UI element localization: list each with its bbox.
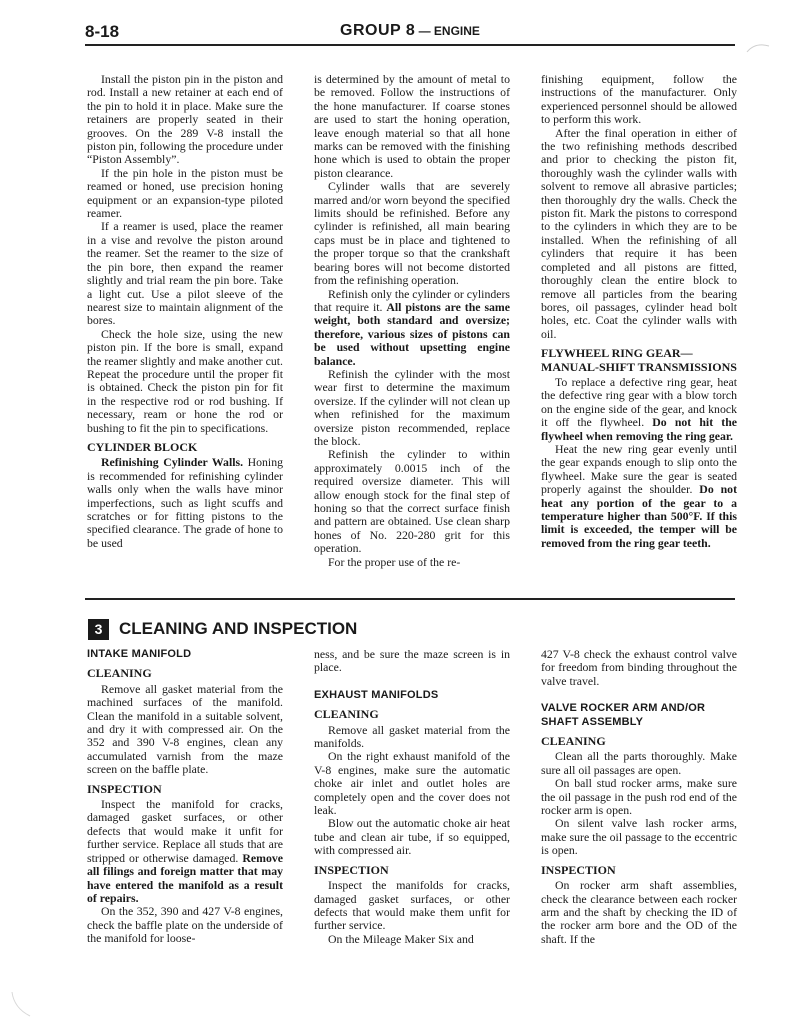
- bold-run: Refinishing Cylinder Walls.: [101, 455, 244, 470]
- heading-intake-manifold: INTAKE MANIFOLD: [87, 648, 192, 660]
- column-4: [87, 648, 283, 946]
- section-number-badge: 3: [88, 619, 109, 640]
- subheading-cleaning: CLEANING: [87, 666, 152, 681]
- paragraph: Inspect the manifolds for cracks, damaged gasket surfaces, or other defects that would make them unfit for further service.: [314, 878, 510, 933]
- paragraph: Clean all the parts thoroughly. Make sure all oil passages are open.: [541, 749, 737, 777]
- paragraph: If a reamer is used, place the reamer in a vise and revolve the piston around the reamer. Set the reamer to the size of the pin bore, then expand the reamer slightly and trial ream the pin bore. Take a light cut. Use a pilot sleeve of the nearest size to maintain alignment of the bores.: [87, 219, 283, 328]
- paragraph: On rocker arm shaft assemblies, check the clearance between each rocker arm and the shaft by checking the ID of the rocker arm bore and the OD of the shaft. If the: [541, 878, 737, 946]
- heading-flywheel-ring-gear: FLYWHEEL RING GEAR— MANUAL-SHIFT TRANSMISSIONS: [541, 346, 737, 374]
- section-title: CLEANING AND INSPECTION: [119, 619, 358, 638]
- text-run: Inspect the manifold for cracks, damaged gasket surfaces, or other defects that would make it unfit for further service. Replace all studs that are stripped or otherwise damaged.: [87, 797, 283, 865]
- paragraph: Check the hole size, using the new piston pin. If the bore is small, expand the reamer slightly and make another cut. Repeat the procedure until the proper fit is obtained. Check the piston pin for fit in the respective rod or rod bushing. If necessary, ream or hone the rod or bushing to fit the pin to specifications.: [87, 326, 283, 435]
- paragraph: On the 352, 390 and 427 V-8 engines, check the baffle plate on the underside of the manifold for loose-: [87, 904, 283, 946]
- paragraph: [314, 288, 510, 368]
- paragraph: On silent valve lash rocker arms, make sure the oil passage to the eccentric is open.: [541, 816, 737, 858]
- subheading-inspection: INSPECTION: [314, 862, 389, 877]
- paragraph: Cylinder walls that are severely marred and/or worn beyond the specified limits should be refinished. Before any cylinder is refinished, all main bearing caps must be in place and tightened to the proper torque so that the crankshaft bearing bores will not become distorted from the refinishing operation.: [314, 179, 510, 288]
- bold-run: Do not heat any portion of the gear to a temperature higher than 500°F. If this limit is exceeded, the temper will be removed from the ring gear teeth.: [541, 482, 737, 550]
- section-heading: [88, 616, 357, 642]
- paragraph: Refinish the cylinder with the most wear first to determine the maximum oversize. If the cylinder will not clean up when refinished for the maximum oversize piston recommended, replace the block.: [314, 366, 510, 448]
- paragraph: [87, 798, 283, 905]
- paragraph: On the right exhaust manifold of the V-8 engines, make sure the automatic choke air inlet and outlet holes are completely open and the cover does not leak.: [314, 749, 510, 818]
- paragraph: After the final operation in either of the two refinishing methods described and prior to checking the piston fit, thoroughly wash the cylinder walls with solvent to remove all abrasive particles; then thoroughly dry the walls. Check the piston fit. Mark the pistons to correspond to the cylinders in which they are to be installed. When the refinishing of all cylinders that require it has been completed and all pistons are fitted, thoroughly clean the entire block to remove all particles from the bearing bores, oil passages, cylinder head bolt holes, etc. Coat the cylinder walls with oil.: [541, 125, 737, 341]
- header-rule: [85, 44, 735, 46]
- text-run: Honing is recommended for refinishing cylinder walls only when the walls have minor imperfections, such as light scuffs and scratches or for fitting pistons to the specified clearance. The grade of hone to be used: [87, 455, 283, 550]
- section-label: — ENGINE: [415, 24, 480, 38]
- subheading-inspection: INSPECTION: [87, 781, 162, 796]
- paragraph: Remove all gasket material from the machined surfaces of the manifold. Clean the manifold in a suitable solvent, and dry it with compressed air. On the 352 and 390 V-8 engines, clean any accumulated varnish from the maze screen on the baffle plate.: [87, 681, 283, 777]
- paragraph: Blow out the automatic choke air heat tube and clean air tube, if so equipped, with compressed air.: [314, 816, 510, 858]
- heading-exhaust-manifolds: EXHAUST MANIFOLDS: [314, 688, 439, 701]
- column-5: [314, 648, 510, 946]
- column-6: [541, 648, 737, 946]
- text-run: Refinish only the cylinder or cylinders that require it.: [314, 286, 510, 314]
- heading-cylinder-block: CYLINDER BLOCK: [87, 439, 198, 454]
- group-label: GROUP 8: [340, 22, 416, 39]
- subheading-cleaning: CLEANING: [541, 734, 606, 749]
- paragraph: [541, 376, 737, 443]
- column-3: [541, 73, 737, 550]
- bold-run: Remove all filings and foreign matter that may have entered the manifold as a result of repairs.: [87, 850, 283, 905]
- paragraph: Install the piston pin in the piston and rod. Install a new retainer at each end of the pin to hold it in place. Make sure the retainers are properly seated in their grooves. On the 289 V-8 install the piston pin, following the procedure under “Piston Assembly”.: [87, 72, 283, 167]
- paragraph: For the proper use of the re-: [328, 554, 461, 569]
- corner-mark-bottom: [8, 990, 34, 1020]
- column-2: [314, 73, 510, 569]
- text-run: Heat the new ring gear evenly until the gear expands enough to slip onto the flywheel. Make sure the gear is seated properly against the shoulder.: [541, 441, 737, 497]
- paragraph: If the pin hole in the piston must be reamed or honed, use precision honing equipment or an expansion-type piloted reamer.: [87, 165, 283, 221]
- paragraph: Remove all gasket material from the manifolds.: [314, 722, 510, 751]
- subheading-cleaning: CLEANING: [314, 707, 379, 722]
- paragraph: Refinish the cylinder to within approximately 0.0015 inch of the required oversize diameter. This will allow enough stock for the final step of honing so that the correct surface finish and pattern are obtained. Use clean sharp hones of No. 220-280 grit for this operation.: [314, 447, 510, 556]
- paragraph: is determined by the amount of metal to be removed. Follow the instructions of the hone manufacturer. If coarse stones are used to start the honing operation, leave enough material so that all hone marks can be removed with the finishing hone which is used to obtain the proper piston clearance.: [314, 72, 510, 180]
- subheading-inspection: INSPECTION: [541, 862, 616, 877]
- paragraph: ness, and be sure the maze screen is in place.: [314, 647, 510, 675]
- paragraph: On ball stud rocker arms, make sure the oil passage in the push rod end of the rocker arm is open.: [541, 776, 737, 818]
- column-1: [87, 73, 283, 550]
- paragraph: On the Mileage Maker Six and: [328, 931, 474, 946]
- paragraph: finishing equipment, follow the instructions of the manufacturer. Only experienced personnel should be allowed to perform this work.: [541, 72, 737, 127]
- corner-mark-top: [745, 40, 771, 54]
- bold-run: All pistons are the same weight, both standard and oversize; therefore, various sizes of pistons can be used without upsetting engine balance.: [314, 299, 510, 368]
- heading-valve-rocker-arm: VALVE ROCKER ARM AND/OR SHAFT ASSEMBLY: [541, 702, 706, 728]
- text-run: To replace a defective ring gear, heat the defective ring gear with a blow torch on the engine side of the gear, and knock it off the flywheel.: [541, 374, 737, 430]
- running-header: [340, 22, 480, 46]
- section-rule: [85, 598, 735, 600]
- bold-run: Do not hit the flywheel when removing the ring gear.: [541, 415, 737, 443]
- paragraph: [87, 456, 283, 550]
- paragraph: 427 V-8 check the exhaust control valve for freedom from binding throughout the valve travel.: [541, 647, 737, 688]
- paragraph: [541, 443, 737, 550]
- page-number: 8-18: [85, 22, 120, 41]
